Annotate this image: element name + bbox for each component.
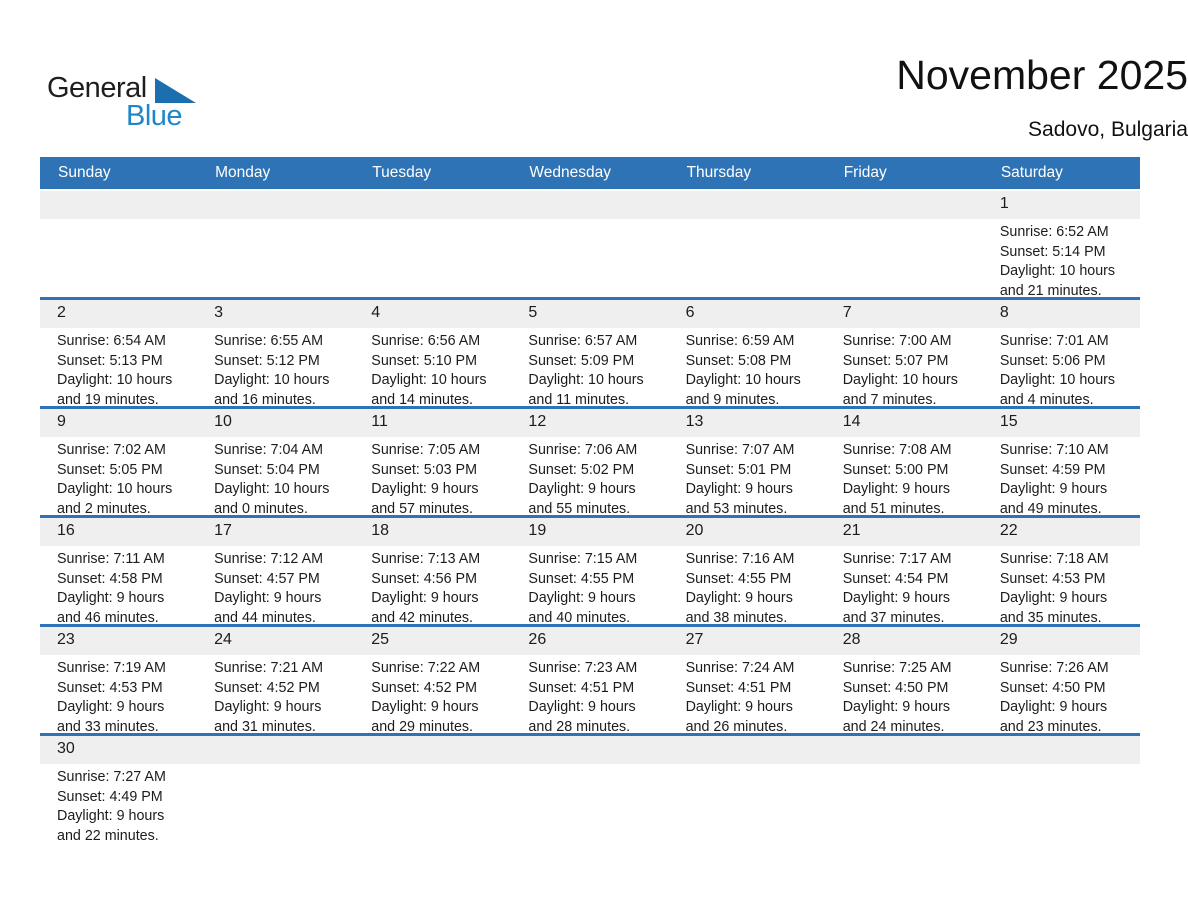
day-number: 7 bbox=[826, 300, 983, 328]
day-cell-5 bbox=[511, 300, 668, 406]
weekday-label-thursday: Thursday bbox=[686, 164, 752, 181]
day-number bbox=[669, 736, 826, 764]
sunset-text: Sunset: 5:08 PM bbox=[685, 352, 792, 369]
day-details bbox=[40, 219, 197, 223]
daylight-line1-text: Daylight: 10 hours bbox=[842, 372, 958, 388]
day-cell-28 bbox=[826, 627, 983, 733]
sunrise-text: Sunrise: 6:52 AM bbox=[999, 224, 1109, 240]
sunrise-text: Sunrise: 6:57 AM bbox=[528, 333, 638, 349]
day-cell-1 bbox=[983, 191, 1140, 297]
day-details bbox=[40, 437, 197, 515]
sunrise-text: Sunrise: 7:12 AM bbox=[214, 551, 324, 567]
day-details bbox=[197, 655, 354, 733]
week-row bbox=[40, 515, 1140, 624]
day-cell-6 bbox=[669, 300, 826, 406]
day-number: 25 bbox=[354, 627, 511, 655]
day-number: 29 bbox=[983, 627, 1140, 655]
day-details bbox=[354, 655, 511, 733]
daylight-line2-text: and 24 minutes. bbox=[842, 718, 945, 733]
daylight-line1-text: Daylight: 10 hours bbox=[214, 372, 330, 388]
daylight-line2-text: and 4 minutes. bbox=[999, 391, 1094, 406]
day-cell-14 bbox=[826, 409, 983, 515]
day-details bbox=[197, 764, 354, 768]
week-row bbox=[40, 191, 1140, 297]
sunset-text: Sunset: 4:54 PM bbox=[842, 570, 949, 587]
sunrise-text: Sunrise: 7:26 AM bbox=[999, 660, 1109, 676]
week-row bbox=[40, 297, 1140, 406]
daylight-line2-text: and 26 minutes. bbox=[685, 718, 788, 733]
day-cell-22 bbox=[983, 518, 1140, 624]
daylight-line2-text: and 53 minutes. bbox=[685, 500, 788, 515]
day-details bbox=[983, 437, 1140, 515]
empty-day-cell bbox=[511, 736, 668, 842]
day-number: 5 bbox=[511, 300, 668, 328]
sunset-text: Sunset: 4:58 PM bbox=[57, 570, 163, 587]
page-subtitle: Sadovo, Bulgaria bbox=[1028, 118, 1188, 141]
empty-day-cell bbox=[354, 736, 511, 842]
day-details bbox=[511, 655, 668, 733]
daylight-line2-text: and 40 minutes. bbox=[528, 609, 631, 624]
daylight-line2-text: and 2 minutes. bbox=[57, 500, 151, 515]
day-number: 18 bbox=[354, 518, 511, 546]
day-details bbox=[511, 764, 668, 768]
sunrise-text: Sunrise: 6:56 AM bbox=[371, 333, 481, 349]
week-row bbox=[40, 733, 1140, 842]
day-number bbox=[826, 736, 983, 764]
day-number: 27 bbox=[669, 627, 826, 655]
sunrise-text: Sunrise: 6:55 AM bbox=[214, 333, 324, 349]
day-number: 17 bbox=[197, 518, 354, 546]
day-number: 9 bbox=[40, 409, 197, 437]
daylight-line1-text: Daylight: 10 hours bbox=[371, 372, 487, 388]
day-number: 20 bbox=[669, 518, 826, 546]
day-details bbox=[826, 655, 983, 733]
daylight-line1-text: Daylight: 9 hours bbox=[371, 481, 479, 497]
day-number: 24 bbox=[197, 627, 354, 655]
daylight-line1-text: Daylight: 9 hours bbox=[214, 590, 322, 606]
sunrise-text: Sunrise: 7:10 AM bbox=[999, 442, 1109, 458]
day-cell-7 bbox=[826, 300, 983, 406]
day-details bbox=[354, 328, 511, 406]
day-number bbox=[197, 736, 354, 764]
day-details bbox=[983, 655, 1140, 733]
day-number: 19 bbox=[511, 518, 668, 546]
sunrise-text: Sunrise: 7:17 AM bbox=[842, 551, 952, 567]
day-number bbox=[354, 191, 511, 219]
sunrise-text: Sunrise: 7:27 AM bbox=[57, 769, 166, 785]
day-number: 13 bbox=[669, 409, 826, 437]
sunset-text: Sunset: 5:04 PM bbox=[214, 461, 320, 478]
daylight-line2-text: and 35 minutes. bbox=[999, 609, 1102, 624]
sunrise-text: Sunrise: 7:24 AM bbox=[685, 660, 795, 676]
day-number: 11 bbox=[354, 409, 511, 437]
sunrise-text: Sunrise: 7:15 AM bbox=[528, 551, 638, 567]
sunset-text: Sunset: 4:55 PM bbox=[528, 570, 635, 587]
day-number bbox=[511, 191, 668, 219]
logo-text-blue: Blue bbox=[126, 100, 183, 132]
day-number: 30 bbox=[40, 736, 197, 764]
empty-day-cell bbox=[669, 736, 826, 842]
daylight-line1-text: Daylight: 10 hours bbox=[57, 481, 173, 497]
day-details bbox=[511, 219, 668, 223]
daylight-line1-text: Daylight: 9 hours bbox=[999, 481, 1108, 497]
day-number: 3 bbox=[197, 300, 354, 328]
day-details bbox=[826, 328, 983, 406]
day-number: 2 bbox=[40, 300, 197, 328]
daylight-line1-text: Daylight: 9 hours bbox=[999, 590, 1108, 606]
daylight-line1-text: Daylight: 9 hours bbox=[371, 699, 479, 715]
sunrise-text: Sunrise: 7:22 AM bbox=[371, 660, 481, 676]
day-cell-17 bbox=[197, 518, 354, 624]
day-details bbox=[354, 219, 511, 223]
day-details bbox=[669, 546, 826, 624]
sunrise-text: Sunrise: 7:11 AM bbox=[57, 551, 165, 567]
daylight-line2-text: and 29 minutes. bbox=[371, 718, 474, 733]
day-number: 22 bbox=[983, 518, 1140, 546]
sunset-text: Sunset: 4:51 PM bbox=[528, 679, 635, 696]
day-details bbox=[197, 546, 354, 624]
daylight-line1-text: Daylight: 9 hours bbox=[57, 808, 165, 824]
daylight-line1-text: Daylight: 9 hours bbox=[685, 590, 793, 606]
sunset-text: Sunset: 4:50 PM bbox=[842, 679, 949, 696]
sunrise-text: Sunrise: 7:06 AM bbox=[528, 442, 638, 458]
weekday-label-friday: Friday bbox=[843, 164, 887, 181]
day-cell-15 bbox=[983, 409, 1140, 515]
sunrise-text: Sunrise: 7:23 AM bbox=[528, 660, 638, 676]
day-number bbox=[197, 191, 354, 219]
day-cell-16 bbox=[40, 518, 197, 624]
sunset-text: Sunset: 4:52 PM bbox=[214, 679, 320, 696]
daylight-line1-text: Daylight: 9 hours bbox=[528, 481, 636, 497]
day-details bbox=[983, 328, 1140, 406]
daylight-line2-text: and 22 minutes. bbox=[57, 827, 159, 842]
day-cell-3 bbox=[197, 300, 354, 406]
empty-day-cell bbox=[511, 191, 668, 297]
daylight-line2-text: and 14 minutes. bbox=[371, 391, 474, 406]
sunset-text: Sunset: 5:00 PM bbox=[842, 461, 949, 478]
day-details bbox=[826, 437, 983, 515]
daylight-line1-text: Daylight: 9 hours bbox=[57, 699, 165, 715]
sunset-text: Sunset: 5:05 PM bbox=[57, 461, 163, 478]
page-title: November 2025 bbox=[896, 52, 1188, 98]
empty-day-cell bbox=[669, 191, 826, 297]
calendar-table bbox=[40, 157, 1140, 842]
sunrise-text: Sunrise: 7:00 AM bbox=[842, 333, 952, 349]
day-details bbox=[197, 328, 354, 406]
day-cell-23 bbox=[40, 627, 197, 733]
empty-day-cell bbox=[826, 191, 983, 297]
day-details bbox=[983, 219, 1140, 297]
day-number bbox=[511, 736, 668, 764]
day-details bbox=[983, 546, 1140, 624]
daylight-line2-text: and 37 minutes. bbox=[842, 609, 945, 624]
day-cell-21 bbox=[826, 518, 983, 624]
sunset-text: Sunset: 4:59 PM bbox=[999, 461, 1106, 478]
weekday-label-tuesday: Tuesday bbox=[372, 164, 432, 181]
day-number bbox=[669, 191, 826, 219]
day-details bbox=[826, 764, 983, 768]
daylight-line2-text: and 46 minutes. bbox=[57, 609, 159, 624]
day-number bbox=[354, 736, 511, 764]
daylight-line2-text: and 16 minutes. bbox=[214, 391, 316, 406]
day-cell-10 bbox=[197, 409, 354, 515]
empty-day-cell bbox=[826, 736, 983, 842]
day-cell-30 bbox=[40, 736, 197, 842]
sunset-text: Sunset: 5:06 PM bbox=[999, 352, 1106, 369]
day-cell-19 bbox=[511, 518, 668, 624]
day-cell-2 bbox=[40, 300, 197, 406]
daylight-line1-text: Daylight: 10 hours bbox=[214, 481, 330, 497]
day-details bbox=[354, 546, 511, 624]
day-details bbox=[669, 328, 826, 406]
sunrise-text: Sunrise: 7:08 AM bbox=[842, 442, 952, 458]
daylight-line2-text: and 31 minutes. bbox=[214, 718, 316, 733]
day-details bbox=[669, 764, 826, 768]
daylight-line1-text: Daylight: 9 hours bbox=[842, 699, 950, 715]
day-cell-20 bbox=[669, 518, 826, 624]
daylight-line2-text: and 57 minutes. bbox=[371, 500, 474, 515]
daylight-line1-text: Daylight: 9 hours bbox=[685, 699, 793, 715]
daylight-line2-text: and 21 minutes. bbox=[999, 282, 1102, 297]
sunrise-text: Sunrise: 7:02 AM bbox=[57, 442, 166, 458]
day-number: 15 bbox=[983, 409, 1140, 437]
day-details bbox=[669, 219, 826, 223]
day-number bbox=[40, 191, 197, 219]
sunrise-text: Sunrise: 7:01 AM bbox=[999, 333, 1109, 349]
sunset-text: Sunset: 5:10 PM bbox=[371, 352, 477, 369]
sunset-text: Sunset: 4:53 PM bbox=[999, 570, 1106, 587]
daylight-line2-text: and 11 minutes. bbox=[528, 391, 630, 406]
daylight-line1-text: Daylight: 9 hours bbox=[842, 481, 950, 497]
daylight-line1-text: Daylight: 9 hours bbox=[528, 699, 636, 715]
sunrise-text: Sunrise: 7:16 AM bbox=[685, 551, 795, 567]
day-details bbox=[511, 437, 668, 515]
day-cell-25 bbox=[354, 627, 511, 733]
sunrise-text: Sunrise: 7:04 AM bbox=[214, 442, 324, 458]
day-cell-8 bbox=[983, 300, 1140, 406]
daylight-line1-text: Daylight: 10 hours bbox=[999, 372, 1116, 388]
day-number: 21 bbox=[826, 518, 983, 546]
sunrise-text: Sunrise: 7:19 AM bbox=[57, 660, 166, 676]
day-cell-18 bbox=[354, 518, 511, 624]
weekday-label-saturday: Saturday bbox=[1000, 164, 1063, 181]
sunset-text: Sunset: 5:13 PM bbox=[57, 352, 163, 369]
weekday-header-row bbox=[40, 157, 1140, 189]
general-blue-logo bbox=[47, 72, 267, 134]
day-details bbox=[40, 546, 197, 624]
day-cell-13 bbox=[669, 409, 826, 515]
day-number: 10 bbox=[197, 409, 354, 437]
daylight-line1-text: Daylight: 10 hours bbox=[57, 372, 173, 388]
daylight-line2-text: and 19 minutes. bbox=[57, 391, 159, 406]
daylight-line2-text: and 44 minutes. bbox=[214, 609, 316, 624]
daylight-line1-text: Daylight: 9 hours bbox=[371, 590, 479, 606]
day-number: 28 bbox=[826, 627, 983, 655]
sunset-text: Sunset: 4:56 PM bbox=[371, 570, 477, 587]
sunrise-text: Sunrise: 7:21 AM bbox=[214, 660, 324, 676]
daylight-line1-text: Daylight: 9 hours bbox=[685, 481, 793, 497]
sunset-text: Sunset: 5:07 PM bbox=[842, 352, 949, 369]
day-cell-27 bbox=[669, 627, 826, 733]
day-details bbox=[40, 764, 197, 842]
daylight-line1-text: Daylight: 10 hours bbox=[999, 263, 1116, 279]
daylight-line2-text: and 38 minutes. bbox=[685, 609, 788, 624]
calendar-grid bbox=[40, 191, 1140, 842]
daylight-line1-text: Daylight: 9 hours bbox=[57, 590, 165, 606]
empty-day-cell bbox=[354, 191, 511, 297]
sunset-text: Sunset: 4:50 PM bbox=[999, 679, 1106, 696]
day-cell-12 bbox=[511, 409, 668, 515]
daylight-line1-text: Daylight: 9 hours bbox=[528, 590, 636, 606]
sunset-text: Sunset: 5:01 PM bbox=[685, 461, 792, 478]
sunrise-text: Sunrise: 7:07 AM bbox=[685, 442, 795, 458]
week-row bbox=[40, 406, 1140, 515]
day-details bbox=[826, 546, 983, 624]
day-details bbox=[983, 764, 1140, 768]
day-number: 8 bbox=[983, 300, 1140, 328]
day-details bbox=[40, 328, 197, 406]
day-details bbox=[354, 437, 511, 515]
sunset-text: Sunset: 5:02 PM bbox=[528, 461, 635, 478]
sunset-text: Sunset: 4:51 PM bbox=[685, 679, 792, 696]
sunrise-text: Sunrise: 7:25 AM bbox=[842, 660, 952, 676]
sunset-text: Sunset: 4:53 PM bbox=[57, 679, 163, 696]
day-cell-29 bbox=[983, 627, 1140, 733]
day-details bbox=[826, 219, 983, 223]
sunset-text: Sunset: 4:52 PM bbox=[371, 679, 477, 696]
day-details bbox=[197, 437, 354, 515]
weekday-label-wednesday: Wednesday bbox=[529, 164, 611, 181]
daylight-line1-text: Daylight: 9 hours bbox=[214, 699, 322, 715]
sunset-text: Sunset: 4:49 PM bbox=[57, 788, 163, 805]
sunset-text: Sunset: 5:09 PM bbox=[528, 352, 635, 369]
sunrise-text: Sunrise: 7:18 AM bbox=[999, 551, 1109, 567]
sunset-text: Sunset: 4:55 PM bbox=[685, 570, 792, 587]
sunset-text: Sunset: 5:14 PM bbox=[999, 243, 1106, 260]
empty-day-cell bbox=[197, 191, 354, 297]
day-details bbox=[511, 328, 668, 406]
sunrise-text: Sunrise: 7:05 AM bbox=[371, 442, 481, 458]
day-number: 16 bbox=[40, 518, 197, 546]
daylight-line2-text: and 28 minutes. bbox=[528, 718, 631, 733]
logo-text-general: General bbox=[47, 72, 147, 104]
day-details bbox=[40, 655, 197, 733]
daylight-line2-text: and 55 minutes. bbox=[528, 500, 631, 515]
day-number: 12 bbox=[511, 409, 668, 437]
daylight-line2-text: and 7 minutes. bbox=[842, 391, 937, 406]
daylight-line1-text: Daylight: 10 hours bbox=[528, 372, 644, 388]
sunrise-text: Sunrise: 6:59 AM bbox=[685, 333, 795, 349]
weekday-label-sunday: Sunday bbox=[58, 164, 111, 181]
empty-day-cell bbox=[197, 736, 354, 842]
day-cell-4 bbox=[354, 300, 511, 406]
day-details bbox=[354, 764, 511, 768]
daylight-line2-text: and 49 minutes. bbox=[999, 500, 1102, 515]
daylight-line2-text: and 42 minutes. bbox=[371, 609, 474, 624]
weekday-label-monday: Monday bbox=[215, 164, 271, 181]
sunset-text: Sunset: 5:03 PM bbox=[371, 461, 477, 478]
day-number bbox=[826, 191, 983, 219]
day-number: 14 bbox=[826, 409, 983, 437]
day-details bbox=[669, 437, 826, 515]
daylight-line2-text: and 33 minutes. bbox=[57, 718, 159, 733]
day-number: 4 bbox=[354, 300, 511, 328]
daylight-line2-text: and 0 minutes. bbox=[214, 500, 308, 515]
daylight-line1-text: Daylight: 10 hours bbox=[685, 372, 801, 388]
day-number: 1 bbox=[983, 191, 1140, 219]
daylight-line2-text: and 51 minutes. bbox=[842, 500, 945, 515]
day-number: 26 bbox=[511, 627, 668, 655]
day-cell-11 bbox=[354, 409, 511, 515]
daylight-line1-text: Daylight: 9 hours bbox=[999, 699, 1108, 715]
sunrise-text: Sunrise: 6:54 AM bbox=[57, 333, 166, 349]
day-number bbox=[983, 736, 1140, 764]
daylight-line1-text: Daylight: 9 hours bbox=[842, 590, 950, 606]
week-row bbox=[40, 624, 1140, 733]
daylight-line2-text: and 23 minutes. bbox=[999, 718, 1102, 733]
day-details bbox=[197, 219, 354, 223]
sunset-text: Sunset: 4:57 PM bbox=[214, 570, 320, 587]
daylight-line2-text: and 9 minutes. bbox=[685, 391, 780, 406]
empty-day-cell bbox=[983, 736, 1140, 842]
day-cell-26 bbox=[511, 627, 668, 733]
day-cell-24 bbox=[197, 627, 354, 733]
day-number: 23 bbox=[40, 627, 197, 655]
sunset-text: Sunset: 5:12 PM bbox=[214, 352, 320, 369]
day-cell-9 bbox=[40, 409, 197, 515]
day-details bbox=[669, 655, 826, 733]
day-details bbox=[511, 546, 668, 624]
empty-day-cell bbox=[40, 191, 197, 297]
sunrise-text: Sunrise: 7:13 AM bbox=[371, 551, 481, 567]
day-number: 6 bbox=[669, 300, 826, 328]
